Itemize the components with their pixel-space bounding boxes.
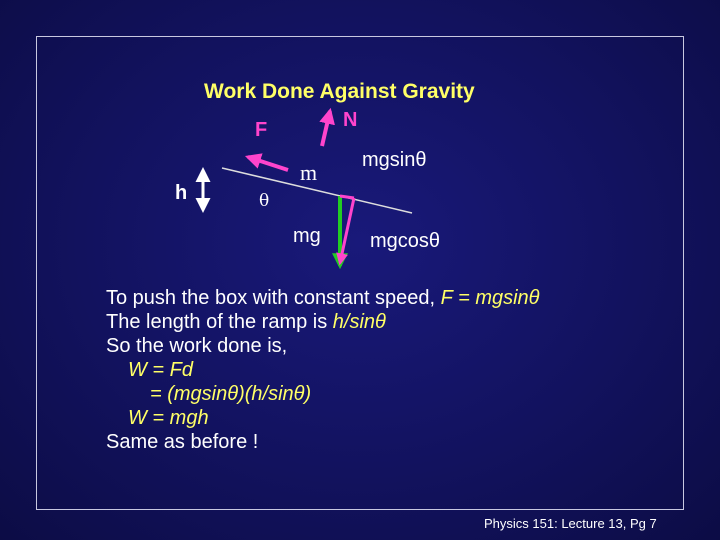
perpendicular-component-label: mgcosθ <box>370 230 441 252</box>
parallel-component-arrow <box>340 196 354 198</box>
ramp-length-equation: h/sinθ <box>332 311 386 333</box>
force-label: F <box>255 119 268 141</box>
slide-body <box>106 286 540 454</box>
work-equation-2: = (mgsinθ)(h/sinθ) <box>150 383 312 405</box>
force-arrow <box>248 157 288 170</box>
body-line-3: So the work done is, <box>106 335 288 357</box>
parallel-component-label: mgsinθ <box>362 149 427 171</box>
normal-force-arrow <box>322 111 330 146</box>
slide-footer: Physics 151: Lecture 13, Pg 7 <box>484 516 657 531</box>
force-equation: F = mgsinθ <box>440 287 540 309</box>
weight-label: mg <box>293 225 321 247</box>
body-line-2-text: The length of the ramp is <box>106 311 333 333</box>
body-line-7: Same as before ! <box>106 431 259 453</box>
perpendicular-component-arrow <box>340 198 354 263</box>
work-equation-3: W = mgh <box>128 407 209 429</box>
angle-label: θ <box>259 191 270 211</box>
mass-label: m <box>300 160 318 185</box>
body-line-1-text: To push the box with constant speed, <box>106 287 441 309</box>
slide-title: Work Done Against Gravity <box>204 80 475 103</box>
body-line-1 <box>106 286 540 310</box>
normal-force-label: N <box>343 109 358 131</box>
body-line-2 <box>106 310 540 334</box>
work-equation-1: W = Fd <box>128 359 194 381</box>
height-label: h <box>175 182 188 204</box>
